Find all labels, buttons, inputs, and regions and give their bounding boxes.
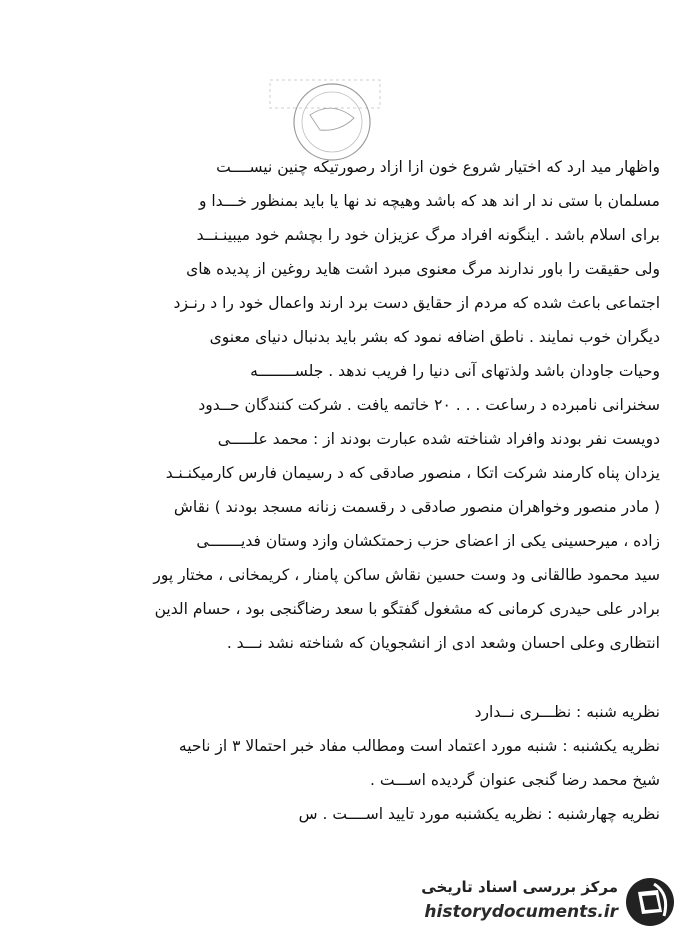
logo-url: historydocuments.ir [424, 902, 618, 922]
document-body [60, 150, 660, 660]
comment-line: نظریه یکشنبه : شنبه مورد اعتماد است ومطالب مفاد خبر احتمالا ۳ از ناحیه [178, 737, 660, 755]
body-line: زاده ، میرحسینی یکی از اعضای حزب زحمتکشان وازد وستان فدیـــــــی [196, 532, 660, 550]
body-line: مسلمان با ستی ند ار اند هد که باشد وهیچه ند نها یا باید بمنظور خـــدا و [198, 192, 660, 210]
body-line: سید محمود طالقانی ود وست حسین نقاش ساکن پامنار ، کریمخانی ، مختار پور [153, 566, 660, 584]
body-line: دویست نفر بودند وافراد شناخته شده عبارت بودند از : محمد علـــــی [217, 430, 660, 448]
body-line: وحیات جاودان باشد ولذتهای آنی دنیا را فریب ندهد . جلســــــــه [250, 362, 660, 380]
comment-line: شیخ محمد رضا گنجی عنوان گردیده اســـت . [369, 771, 660, 789]
body-line: برادر علی حیدری کرمانی که مشغول گفتگو با سعد رضاگنجی بود ، حسام الدین [154, 600, 660, 618]
body-line: انتظاری وعلی احسان وشعد ادی از انشجویان که شناخته نشد نـــد . [226, 634, 660, 652]
archive-logo-icon [624, 876, 676, 928]
comment-line: نظریه چهارشنبه : نظریه یکشنبه مورد تایید اســــت . س [298, 805, 660, 823]
body-line: برای اسلام باشد . اینگونه افراد مرگ عزیزان خود را بچشم خود میبینـنــد [196, 226, 660, 244]
logo-name: مرکز بررسی اسناد تاریخی [421, 878, 618, 896]
footer-watermark [380, 872, 680, 932]
body-line: ولی حقیقت را باور ندارند مرگ معنوی مبرد اشت هاید روغین از پدیده های [186, 260, 660, 278]
body-line: اجتماعی باعث شده که مردم از حقایق دست برد ارند واعمال خود را د رنـزد [173, 294, 660, 312]
body-line: سخنرانی نامبرده د رساعت . . . ۲۰ خاتمه یافت . شرکت کنندگان حــدود [198, 396, 660, 414]
body-line: ( مادر منصور وخواهران منصور صادقی د رقسمت زنانه مسجد بودند ) نقاش [173, 498, 660, 516]
body-line: واظهار مید ارد که اختیار شروع خون ازا ازاد رصورتیکه چنین نیســــت [216, 158, 660, 176]
comment-line: نظریه شنبه : نظـــری نــدارد [474, 703, 660, 721]
document-comments [60, 695, 660, 831]
body-line: یزدان پناه کارمند شرکت اتکا ، منصور صادقی که د رسیمان فارس کارمیکنـنـد [165, 464, 660, 482]
body-line: دیگران خوب نمایند . ناطق اضافه نمود که بشر باید بدنبال دنیای معنوی [209, 328, 660, 346]
